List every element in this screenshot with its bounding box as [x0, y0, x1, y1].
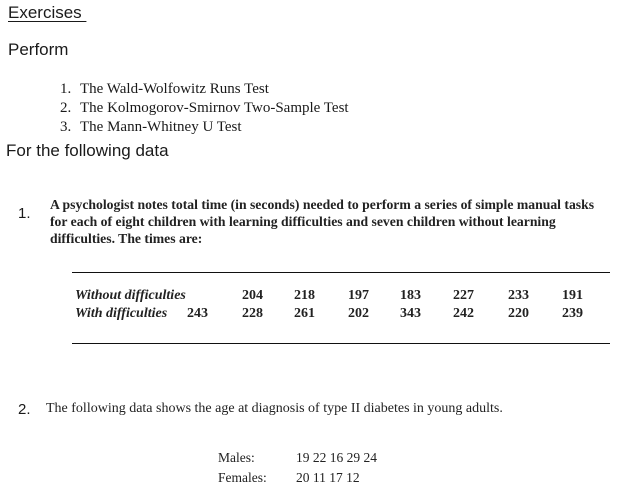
table-cell: 202 — [348, 306, 369, 321]
list-item-number: 3. — [60, 119, 72, 135]
list-item — [60, 99, 349, 118]
table-cell: 343 — [400, 306, 421, 321]
table-row — [75, 288, 605, 306]
males-values: 19 22 16 29 24 — [296, 450, 377, 465]
table-cell: 227 — [453, 288, 474, 303]
list-item — [60, 80, 349, 99]
table-cell: 243 — [187, 306, 208, 321]
table-cell: 197 — [348, 288, 369, 303]
test-list — [60, 80, 349, 137]
list-item-number: 2. — [60, 100, 72, 116]
females-row — [218, 470, 360, 486]
exercise-text: A psychologist notes total time (in seconds) needed to perform a series of simple manual tasks for each of eight children with learning difficulties and seven children without learning difficulties. The times are: — [50, 197, 595, 246]
table-cell: 228 — [242, 306, 263, 321]
section-heading: For the following data — [6, 141, 169, 160]
page-title: Exercises — [8, 3, 87, 22]
table-top-rule — [72, 272, 610, 273]
list-item-label: The Wald-Wolfowitz Runs Test — [80, 81, 269, 97]
females-label: Females: — [218, 470, 267, 485]
row-label: Without difficulties — [75, 288, 186, 303]
table-cell: 233 — [508, 288, 529, 303]
table-cell: 191 — [562, 288, 583, 303]
table-cell: 218 — [294, 288, 315, 303]
males-label: Males: — [218, 450, 255, 465]
females-values: 20 11 17 12 — [296, 470, 360, 485]
exercise-number: 1. — [18, 205, 31, 222]
table-cell: 239 — [562, 306, 583, 321]
table-cell: 261 — [294, 306, 315, 321]
table-bottom-rule — [72, 343, 610, 344]
list-item — [60, 118, 349, 137]
table-cell: 242 — [453, 306, 474, 321]
table-cell: 204 — [242, 288, 263, 303]
list-item-label: The Mann-Whitney U Test — [80, 119, 242, 135]
row-label: With difficulties — [75, 306, 168, 321]
table-cell: 220 — [508, 306, 529, 321]
list-item-label: The Kolmogorov-Smirnov Two-Sample Test — [80, 100, 349, 116]
perform-heading: Perform — [8, 40, 69, 59]
males-row — [218, 450, 377, 466]
exercise-number: 2. — [18, 401, 31, 418]
list-item-number: 1. — [60, 81, 72, 97]
table-row — [75, 306, 605, 324]
table-cell: 183 — [400, 288, 421, 303]
exercise-text: The following data shows the age at diagnosis of type II diabetes in young adults. — [46, 401, 503, 416]
